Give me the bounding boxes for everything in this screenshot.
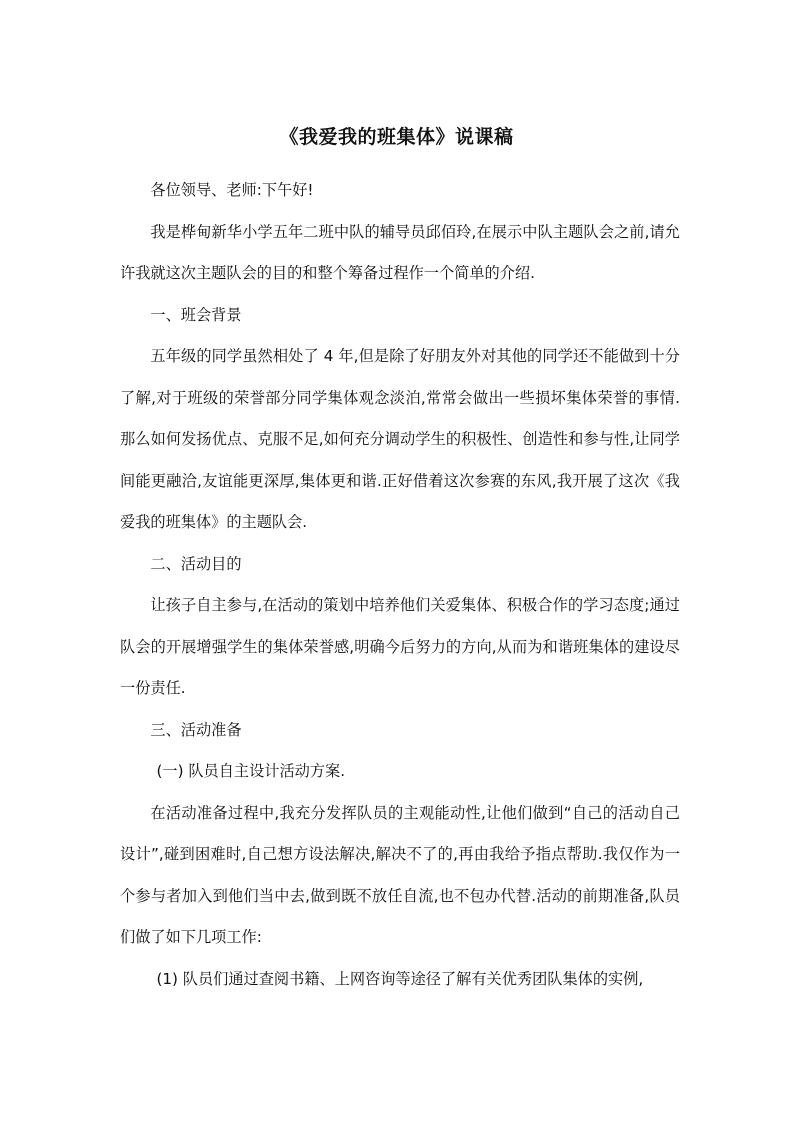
list-item-1: (1) 队员们通过查阅书籍、上网咨询等途径了解有关优秀团队集体的实例, [156,969,644,988]
section-heading-preparation: 三、活动准备 [150,720,242,739]
background-paragraph: 五年级的同学虽然相处了 4 年,但是除了好朋友外对其他的同学还不能做到十分了解,对于班级的荣誉部分同学集体观念淡泊,常常会做出一些损坏集体荣誉的事情.那么如何发扬优点、克服不足,如何充分调动学生的积极性、创造性和参与性,让同学间能更融洽,友谊能更深厚,集体更和谐.正好借着这次参赛的东风,我开展了这次《我爱我的班集体》的主题队会. [120,347,680,531]
preparation-paragraph: 在活动准备过程中,我充分发挥队员的主观能动性,让他们做到“自己的活动自己设计”,碰到困难时,自己想方设法解决,解决不了的,再由我给予指点帮助.我仅作为一个参与者加入到他们当中去,做到既不放任自流,也不包办代替.活动的前期准备,队员们做了如下几项工作: [120,803,680,946]
greeting-paragraph: 各位领导、老师:下午好! [150,181,314,199]
document-body [120,170,680,1000]
purpose-paragraph: 让孩子自主参与,在活动的策划中培养他们关爱集体、积极合作的学习态度;通过队会的开展增强学生的集体荣誉感,明确今后努力的方向,从而为和谐班集体的建设尽一份责任. [120,596,680,697]
intro-paragraph: 我是桦甸新华小学五年二班中队的辅导员邱佰玲,在展示中队主题队会之前,请允许我就这次主题队会的目的和整个筹备过程作一个简单的介绍. [120,222,680,282]
document-title: 《我爱我的班集体》说课稿 [279,126,514,148]
subsection-heading-design: (一) 队员自主设计活动方案. [156,762,346,780]
section-heading-background: 一、班会背景 [150,305,242,324]
section-heading-purpose: 二、活动目的 [150,554,242,573]
